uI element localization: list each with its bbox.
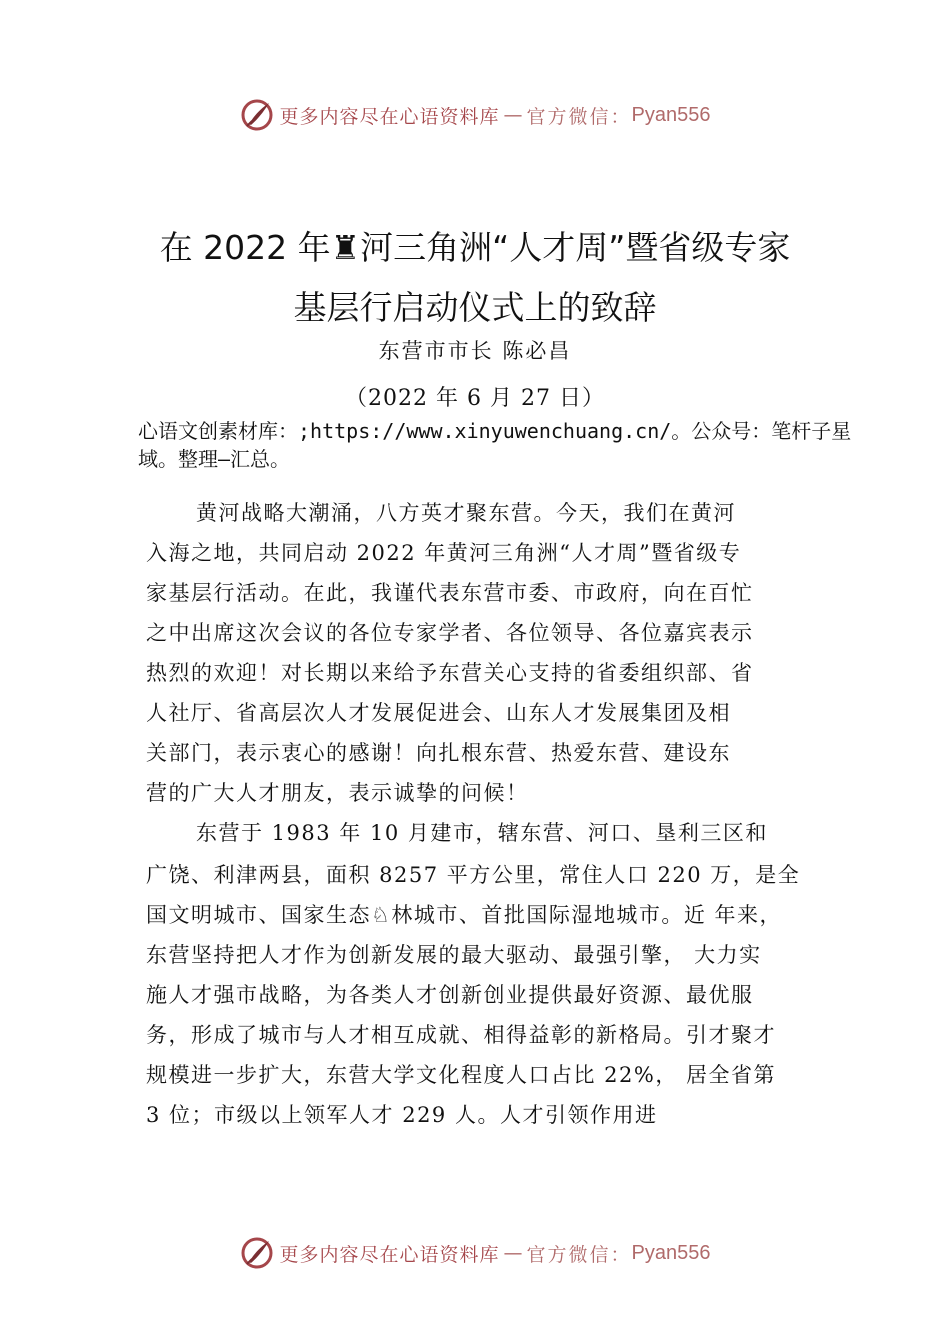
body-line: 国文明城市、国家生态♘林城市、首批国际湿地城市。近 年来， — [146, 903, 782, 927]
body-line: 广饶、利津两县，面积 8257 平方公里，常住人口 220 万，是全 — [146, 863, 801, 887]
body-line: 人社厅、省高层次人才发展促进会、山东人才发展集团及相 — [146, 701, 731, 725]
body-line: 务，形成了城市与人才相互成就、相得益彰的新格局。引才聚才 — [146, 1023, 776, 1047]
banner-wechat-id: Pyan556 — [631, 103, 711, 126]
document-title-line-2: 基层行启动仪式上的致辞 — [293, 288, 657, 327]
body-line: 3 位；市级以上领军人才 229 人。人才引领作用进 — [146, 1103, 658, 1127]
feather-pen-seal-icon — [240, 98, 274, 132]
body-line: 关部门，表示衷心的感谢！向扎根东营、热爱东营、建设东 — [146, 741, 731, 765]
banner-text: 更多内容尽在心语资料库 — [279, 105, 500, 128]
top-watermark-banner — [0, 95, 950, 135]
banner-wechat-label: 官方微信： — [526, 105, 632, 128]
body-line: 家基层行活动。在此，我谨代表东营市委、市政府，向在百忙 — [146, 581, 754, 605]
body-line: 黄河战略大潮涌，八方英才聚东营。今天，我们在黄河 — [196, 501, 736, 525]
date-line: （2022 年 6 月 27 日） — [345, 386, 605, 411]
body-line: 热烈的欢迎！对长期以来给予东营关心支持的省委组织部、省 — [146, 661, 754, 685]
body-line: 东营于 1983 年 10 月建市，辖东营、河口、垦利三区和 — [196, 821, 768, 845]
banner-wechat-label: 官方微信： — [526, 1243, 632, 1266]
bottom-watermark-banner — [0, 1233, 950, 1273]
body-line: 营的广大人才朋友，表示诚挚的问候！ — [146, 781, 529, 805]
author-line: 东营市市长 陈必昌 — [378, 339, 572, 363]
banner-wechat-id: Pyan556 — [631, 1241, 711, 1264]
body-line: 之中出席这次会议的各位专家学者、各位领导、各位嘉宾表示 — [146, 621, 754, 645]
banner-text: 更多内容尽在心语资料库 — [279, 1243, 500, 1266]
document-title-line-1: 在 2022 年♜河三角洲“人才周”暨省级专家 — [159, 228, 791, 267]
body-line: 东营坚持把人才作为创新发展的最大驱动、最强引擎， 大力实 — [146, 943, 762, 967]
banner-separator: — — [503, 104, 523, 126]
banner-separator: — — [503, 1242, 523, 1264]
source-note: 心语文创素材库：;https://www.xinyuwenchuang.cn/。公众号：笔杆子星域。整理—汇总。 — [138, 419, 852, 471]
body-line: 施人才强市战略，为各类人才创新创业提供最好资源、最优服 — [146, 983, 754, 1007]
feather-pen-seal-icon — [240, 1236, 274, 1270]
body-line: 入海之地，共同启动 2022 年黄河三角洲“人才周”暨省级专 — [146, 541, 742, 565]
body-line: 规模进一步扩大，东营大学文化程度人口占比 22%， 居全省第 — [146, 1063, 777, 1087]
